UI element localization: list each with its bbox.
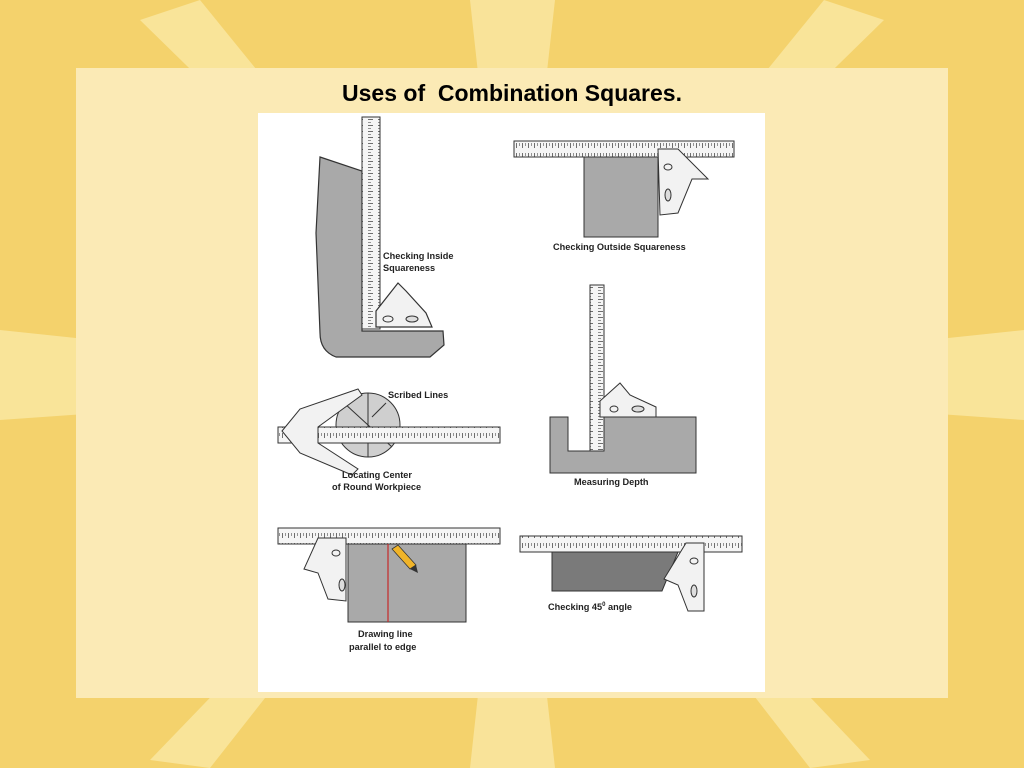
caption-center-1: Locating Center: [342, 470, 412, 480]
angle-45-illustration: [520, 536, 742, 612]
depth-workpiece: [550, 417, 696, 473]
inside-squareness-illustration: [316, 117, 453, 357]
square-head: [376, 283, 432, 327]
caption-inside-2: Squareness: [383, 263, 436, 273]
outside-workpiece: [584, 157, 658, 237]
depth-head: [600, 383, 656, 417]
caption-inside-1: Checking Inside: [383, 251, 454, 261]
combination-square-figure: [258, 113, 765, 692]
caption-angle-tail: angle: [605, 602, 633, 612]
center-locating-illustration: [278, 389, 500, 492]
caption-angle: [548, 602, 632, 612]
slide-title: Uses of Combination Squares.: [342, 80, 682, 106]
caption-outside: Checking Outside Squareness: [553, 242, 686, 252]
caption-scribed: Scribed Lines: [388, 390, 449, 400]
caption-drawing-2: parallel to edge: [349, 642, 417, 652]
caption-center-2: of Round Workpiece: [332, 482, 422, 492]
caption-angle-main: Checking 45: [548, 602, 603, 612]
parallel-line-illustration: [278, 528, 500, 652]
outside-square-head: [658, 149, 708, 215]
caption-depth: Measuring Depth: [574, 477, 649, 487]
caption-angle-degree: 0: [602, 602, 606, 608]
outside-squareness-illustration: [514, 141, 734, 252]
angle-workpiece: [552, 552, 678, 591]
drawing-head: [304, 538, 346, 601]
caption-drawing-1: Drawing line: [358, 629, 413, 639]
combination-square-diagram: [258, 113, 765, 692]
depth-illustration: [550, 285, 696, 487]
